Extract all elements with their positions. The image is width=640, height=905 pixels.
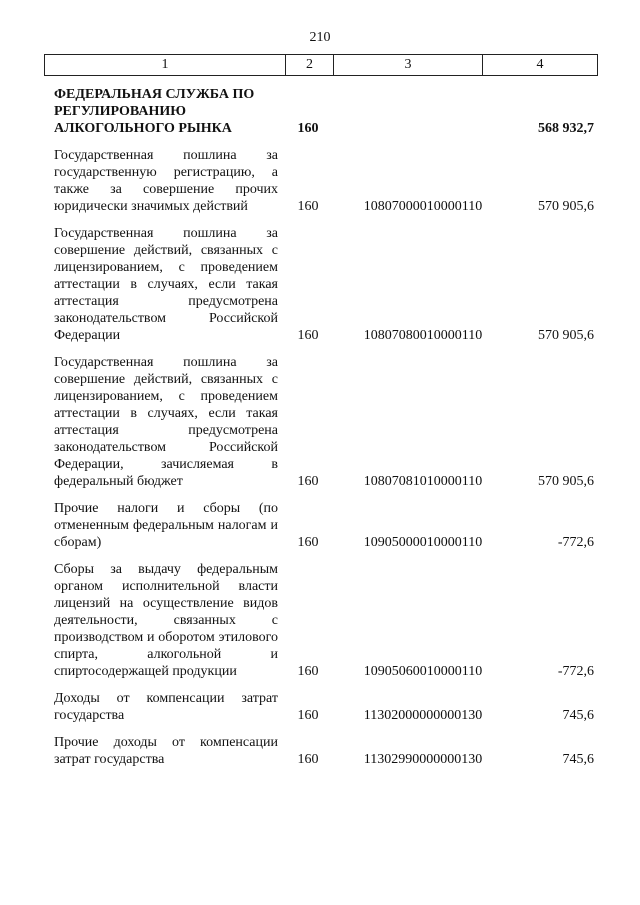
table-row — [54, 734, 594, 768]
row-code: 160 — [297, 474, 319, 489]
row-name: Государственная пошлина за совершение действий, связанных с лицензированием, с проведением аттестации в случаях, если такая аттестация предусмотрена законодательством Российской Федерации, зачисляемая в федеральный бюджет — [54, 355, 278, 489]
row-name: Прочие налоги и сборы (по отмененным федеральным налогам и сборам) — [54, 501, 278, 550]
row-code: 160 — [297, 199, 319, 214]
row-kbk: 10807000010000110 — [363, 199, 483, 214]
header-col-1: 1 — [45, 55, 286, 75]
row-name: Государственная пошлина за государственную регистрацию, а также за совершение прочих юридически значимых действий — [54, 148, 278, 214]
row-kbk: 10905000010000110 — [363, 535, 483, 550]
row-name: Государственная пошлина за совершение действий, связанных с лицензированием, с проведением аттестации в случаях, если такая аттестация предусмотрена законодательством Российской Федерации — [54, 226, 278, 343]
row-code: 160 — [297, 121, 319, 136]
row-code: 160 — [297, 535, 319, 550]
row-code: 160 — [297, 328, 319, 343]
row-kbk: 10807081010000110 — [363, 474, 483, 489]
row-name: ФЕДЕРАЛЬНАЯ СЛУЖБА ПО РЕГУЛИРОВАНИЮ АЛКОГОЛЬНОГО РЫНКА — [54, 87, 255, 136]
header-col-4: 4 — [536, 57, 544, 72]
row-code: 160 — [297, 708, 319, 723]
table-row — [54, 500, 594, 551]
row-code: 160 — [297, 664, 319, 679]
table-row — [54, 690, 594, 724]
row-sum: 570 905,6 — [538, 328, 594, 343]
row-name: Сборы за выдачу федеральным органом исполнительной власти лицензий на осуществление видов деятельности, связанных с производством и оборотом этилового спирта, алкогольной и спиртосодержащей продукции — [54, 562, 278, 679]
row-kbk: 10905060010000110 — [363, 664, 483, 679]
row-sum: -772,6 — [557, 664, 594, 679]
row-kbk: 10807080010000110 — [363, 328, 483, 343]
table-row — [54, 147, 594, 215]
row-sum: 745,6 — [562, 752, 594, 767]
row-sum: -772,6 — [557, 535, 594, 550]
row-code: 160 — [297, 752, 319, 767]
table-row — [54, 561, 594, 680]
row-name: Прочие доходы от компенсации затрат государства — [54, 735, 278, 767]
header-col-2: 2 — [286, 55, 334, 75]
page-number: 210 — [309, 30, 331, 45]
table-row — [54, 354, 594, 490]
row-kbk: 11302000000000130 — [363, 708, 483, 723]
table-row — [54, 225, 594, 344]
table-row-agency — [54, 86, 594, 137]
row-sum: 568 932,7 — [538, 121, 594, 136]
row-sum: 745,6 — [562, 708, 594, 723]
header-col-3: 3 — [334, 55, 483, 75]
table-body — [54, 86, 594, 778]
row-sum: 570 905,6 — [538, 199, 594, 214]
row-sum: 570 905,6 — [538, 474, 594, 489]
table-header — [44, 54, 598, 76]
row-kbk: 11302990000000130 — [363, 752, 483, 767]
row-name: Доходы от компенсации затрат государства — [54, 691, 278, 723]
